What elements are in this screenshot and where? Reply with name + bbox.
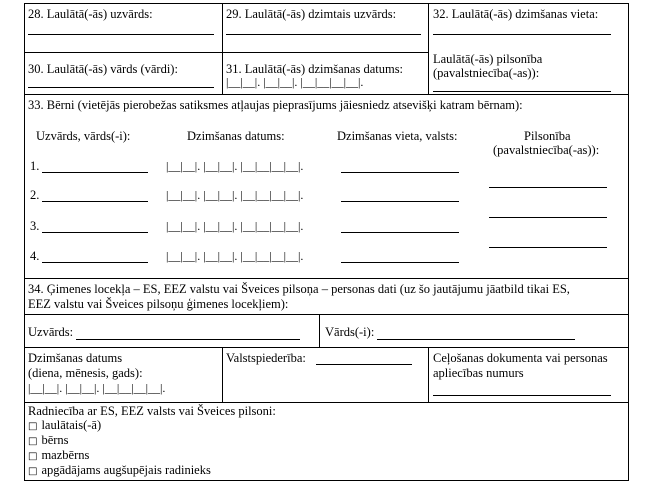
- eu-names-label: Vārds(-i):: [325, 325, 375, 339]
- spouse-birthdate-label: 31. Laulātā(-ās) dzimšanas datums:: [226, 62, 404, 76]
- relation-option-grandchild[interactable]: [28, 448, 89, 463]
- relation-option-label: bērns: [41, 433, 69, 447]
- divider: [24, 278, 629, 279]
- child-name-field[interactable]: [42, 201, 148, 202]
- children-col-name: Uzvārds, vārds(-i):: [36, 129, 131, 143]
- children-col-citizenship-1: Pilsonība: [524, 129, 571, 143]
- eu-names-field[interactable]: [377, 339, 575, 340]
- relation-option-label: mazbērns: [41, 448, 90, 462]
- child-citizenship-field[interactable]: [489, 187, 607, 188]
- child-birthdate-field[interactable]: |__|__|. |__|__|. |__|__|__|__|.: [166, 188, 304, 202]
- checkbox-icon[interactable]: □: [28, 451, 38, 462]
- relation-label: Radniecība ar ES, EEZ valsts vai Šveices pilsoni:: [28, 404, 276, 418]
- child-citizenship-field[interactable]: [489, 247, 607, 248]
- eu-travel-doc-label-2: apliecības numurs: [433, 366, 524, 380]
- child-row-number: 1.: [30, 159, 40, 173]
- relation-option-label: apgādājams augšupējais radinieks: [41, 463, 211, 477]
- eu-surname-label: Uzvārds:: [28, 325, 74, 339]
- divider: [428, 347, 429, 402]
- spouse-birthplace-field[interactable]: [433, 34, 611, 35]
- divider: [222, 3, 223, 94]
- divider: [24, 347, 629, 348]
- spouse-maiden-name-field[interactable]: [226, 34, 421, 35]
- child-name-field[interactable]: [42, 172, 148, 173]
- child-name-field[interactable]: [42, 262, 148, 263]
- divider: [24, 402, 629, 403]
- relation-option-label: laulātais(-ā): [41, 418, 102, 432]
- child-birthplace-field[interactable]: [341, 172, 459, 173]
- spouse-birthdate-field[interactable]: |__|__|. |__|__|. |__|__|__|__|.: [226, 75, 364, 89]
- child-birthdate-field[interactable]: |__|__|. |__|__|. |__|__|__|__|.: [166, 249, 304, 263]
- relation-option-spouse[interactable]: [28, 418, 101, 433]
- children-section-title: 33. Bērni (vietējās pierobežas satiksmes atļaujas pieprasījums jāiesniedz atsevišķi katram bērnam):: [28, 98, 523, 112]
- child-row-number: 4.: [30, 249, 40, 263]
- child-birthplace-field[interactable]: [341, 201, 459, 202]
- divider: [222, 347, 223, 402]
- divider: [24, 94, 629, 95]
- divider: [428, 3, 429, 94]
- spouse-citizenship-field[interactable]: [433, 91, 611, 92]
- children-col-citizenship-2: (pavalstniecība(-as)):: [493, 143, 600, 157]
- spouse-birthplace-label: 32. Laulātā(-ās) dzimšanas vieta:: [433, 7, 599, 21]
- child-birthdate-field[interactable]: |__|__|. |__|__|. |__|__|__|__|.: [166, 219, 304, 233]
- children-col-place: Dzimšanas vieta, valsts:: [337, 129, 458, 143]
- child-row-number: 3.: [30, 219, 40, 233]
- eu-nationality-field[interactable]: [316, 364, 412, 365]
- spouse-surname-label: 28. Laulātā(-ās) uzvārds:: [28, 7, 153, 21]
- eu-birthdate-label-1: Dzimšanas datums: [28, 351, 123, 365]
- child-birthdate-field[interactable]: |__|__|. |__|__|. |__|__|__|__|.: [166, 159, 304, 173]
- spouse-maiden-name-label: 29. Laulātā(-ās) dzimtais uzvārds:: [226, 7, 397, 21]
- eu-surname-field[interactable]: [76, 339, 300, 340]
- child-row-number: 2.: [30, 188, 40, 202]
- divider: [24, 52, 428, 53]
- spouse-citizenship-label-2: (pavalstniecība(-as)):: [433, 66, 540, 80]
- eu-travel-doc-label-1: Ceļošanas dokumenta vai personas: [433, 351, 608, 365]
- child-birthplace-field[interactable]: [341, 262, 459, 263]
- checkbox-icon[interactable]: □: [28, 436, 38, 447]
- eu-birthdate-label-2: (diena, mēnesis, gads):: [28, 366, 143, 380]
- child-name-field[interactable]: [42, 232, 148, 233]
- eu-nationality-label: Valstspiederība:: [226, 351, 306, 365]
- family-member-section-title-2: EEZ valstu vai Šveices pilsoņu ģimenes locekļiem):: [28, 297, 289, 311]
- spouse-first-names-field[interactable]: [28, 87, 214, 88]
- divider: [319, 314, 320, 347]
- relation-option-child[interactable]: [28, 433, 69, 448]
- eu-travel-doc-field[interactable]: [433, 395, 611, 396]
- spouse-first-names-label: 30. Laulātā(-ās) vārds (vārdi):: [28, 62, 178, 76]
- checkbox-icon[interactable]: □: [28, 466, 38, 477]
- relation-option-dependent-ascendant[interactable]: [28, 463, 211, 478]
- family-member-section-title-1: 34. Ģimenes locekļa – ES, EEZ valstu vai Šveices pilsoņa – personas dati (uz šo jautājumu jāatbild tikai ES,: [28, 282, 570, 296]
- child-birthplace-field[interactable]: [341, 232, 459, 233]
- children-col-dob: Dzimšanas datums:: [187, 129, 285, 143]
- checkbox-icon[interactable]: □: [28, 421, 38, 432]
- child-citizenship-field[interactable]: [489, 217, 607, 218]
- spouse-citizenship-label-1: Laulātā(-ās) pilsonība: [433, 52, 543, 66]
- spouse-surname-field[interactable]: [28, 34, 214, 35]
- divider: [24, 314, 629, 315]
- eu-birthdate-field[interactable]: |__|__|. |__|__|. |__|__|__|__|.: [28, 381, 166, 395]
